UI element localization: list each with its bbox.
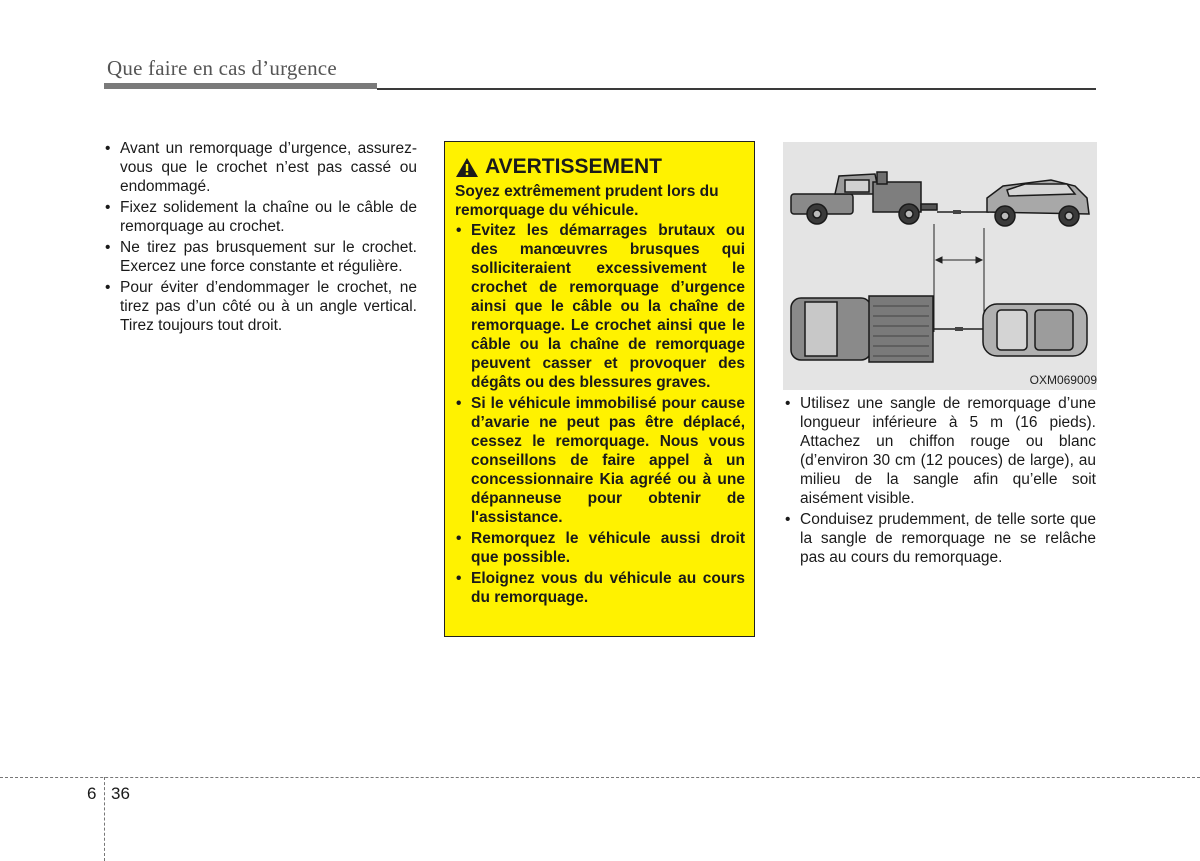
figure-code: OXM069009 [1029,373,1097,387]
suv-top-icon [983,304,1087,356]
list-item: • Avant un remorquage d’urgence, assurez-vous que le crochet n’est pas cassé ou endommagé. [104,139,417,196]
right-column [784,394,1096,569]
right-bullet-list [784,394,1096,567]
page-header-title: Que faire en cas d’urgence [107,56,337,80]
tow-truck-top-icon [791,296,933,362]
list-item: • Ne tirez pas brusquement sur le crochet. Exercez une force constante et régulière. [104,238,417,276]
warning-triangle-icon [455,157,479,178]
list-item: • Evitez les démarrages brutaux ou des manœuvres brusques qui solliciteraient excessivement le crochet de remorquage d’urgence ainsi que le câble ou la chaîne de remorquage. Le crochet ainsi que le câble ou la chaîne de remorquage peuvent casser et provoquer des dégâts ou des blessures graves. [455,221,745,392]
left-column [104,139,417,337]
warning-bullet-list [455,221,745,607]
warning-box [444,141,755,637]
list-item: • Remorquez le véhicule aussi droit que possible. [455,529,745,567]
list-item: • Pour éviter d’endommager le crochet, ne tirez pas d’un côté ou à un angle vertical. Tirez toujours tout droit. [104,278,417,335]
footer-divider [104,777,105,861]
list-item: • Eloignez vous du véhicule au cours du remorquage. [455,569,745,607]
warning-intro: Soyez extrêmement prudent lors du remorquage du véhicule. [455,183,719,219]
header-rule [377,88,1096,90]
strap-length-dimension [934,224,984,332]
chapter-number: 6 [87,784,97,803]
list-item: • Utilisez une sangle de remorquage d’une longueur inférieure à 5 m (16 pieds). Attachez un chiffon rouge ou blanc (d’environ 30 cm (12 pouces) de large), au milieu de la sangle afin qu’elle soit aisément visible. [784,394,1096,508]
list-item: • Fixez solidement la chaîne ou le câble de remorquage au crochet. [104,198,417,236]
tow-truck-side-icon [791,172,937,224]
suv-side-icon [987,180,1089,226]
left-bullet-list [104,139,417,335]
page-number: 36 [111,784,130,803]
warning-title: AVERTISSEMENT [485,155,662,178]
towing-illustration [783,142,1097,390]
header-accent-bar [104,83,377,89]
footer-rule [0,777,1200,778]
warning-heading [455,155,745,179]
list-item: • Conduisez prudemment, de telle sorte que la sangle de remorquage ne se relâche pas au cours du remorquage. [784,510,1096,567]
list-item: • Si le véhicule immobilisé pour cause d’avarie ne peut pas être déplacé, cessez le remorquage. Nous vous conseillons de faire appel à un concessionnaire Kia agréé ou à une dépanneuse pour obtenir de l'assistance. [455,394,745,527]
